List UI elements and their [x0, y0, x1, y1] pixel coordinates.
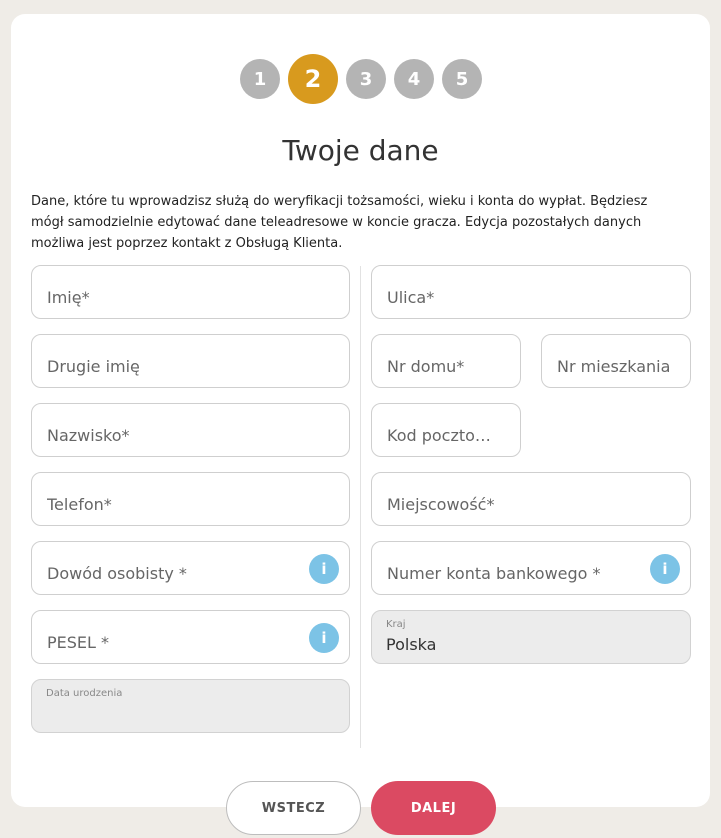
id-card-placeholder: Dowód osobisty * [47, 564, 187, 583]
birth-date-label: Data urodzenia [46, 688, 123, 699]
step-indicator [0, 0, 721, 110]
street-placeholder: Ulica* [387, 288, 435, 307]
step-1[interactable]: 1 [240, 59, 280, 99]
middle-name-field[interactable] [31, 334, 350, 388]
city-field[interactable] [371, 472, 691, 526]
country-value: Polska [386, 635, 437, 654]
pesel-field[interactable] [31, 610, 350, 664]
step-5[interactable]: 5 [442, 59, 482, 99]
last-name-placeholder: Nazwisko* [47, 426, 130, 445]
info-icon[interactable]: i [309, 623, 339, 653]
first-name-placeholder: Imię* [47, 288, 90, 307]
step-4[interactable]: 4 [394, 59, 434, 99]
step-3[interactable]: 3 [346, 59, 386, 99]
middle-name-placeholder: Drugie imię [47, 357, 140, 376]
info-icon[interactable]: i [309, 554, 339, 584]
back-button[interactable]: WSTECZ [226, 781, 361, 835]
bank-account-placeholder: Numer konta bankowego * [387, 564, 601, 583]
postal-code-placeholder: Kod poczto… [387, 426, 491, 445]
next-button[interactable]: DALEJ [371, 781, 496, 835]
last-name-field[interactable] [31, 403, 350, 457]
birth-date-field [31, 679, 350, 733]
house-number-field[interactable] [371, 334, 521, 388]
info-icon[interactable]: i [650, 554, 680, 584]
flat-number-placeholder: Nr mieszkania [557, 357, 671, 376]
bank-account-field[interactable] [371, 541, 691, 595]
page-title: Twoje dane [282, 134, 439, 167]
postal-code-field[interactable] [371, 403, 521, 457]
flat-number-field[interactable] [541, 334, 691, 388]
city-placeholder: Miejscowość* [387, 495, 495, 514]
house-number-placeholder: Nr domu* [387, 357, 465, 376]
country-label: Kraj [386, 619, 406, 630]
pesel-placeholder: PESEL * [47, 633, 110, 652]
column-divider [360, 266, 361, 748]
phone-placeholder: Telefon* [47, 495, 112, 514]
country-field [371, 610, 691, 664]
step-2-active[interactable]: 2 [288, 54, 338, 104]
street-field[interactable] [371, 265, 691, 319]
first-name-field[interactable] [31, 265, 350, 319]
phone-field[interactable] [31, 472, 350, 526]
id-card-field[interactable] [31, 541, 350, 595]
form-description: Dane, które tu wprowadzisz służą do weryfikacji tożsamości, wieku i konta do wypłat. Będziesz mógł samodzielnie edytować dane teleadresowe w koncie gracza. Edycja pozostałych danych możliwa jest poprzez kontakt z Obsługą Klienta. [31, 194, 648, 251]
